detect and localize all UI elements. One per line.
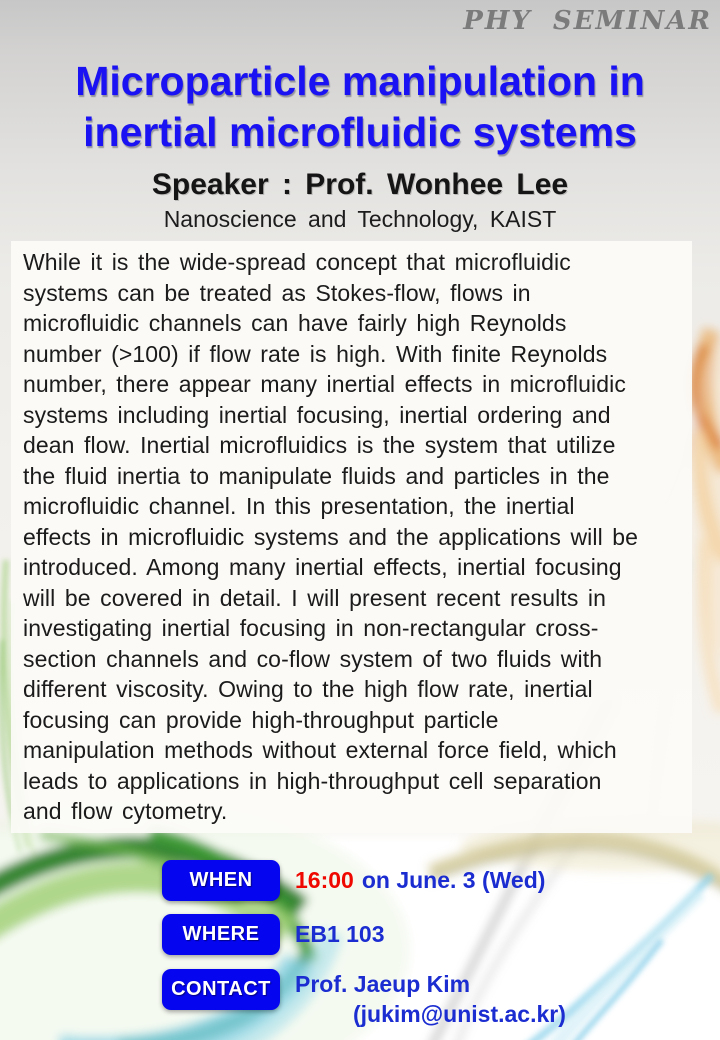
- abstract-line: microfluidic channels can have fairly high Reynolds: [23, 310, 567, 336]
- contact-email: (jukim@unist.ac.kr): [353, 1001, 566, 1027]
- abstract-line: number (>100) if flow rate is high. With finite Reynolds: [23, 340, 608, 367]
- speaker-line: Speaker : Prof. Wonhee Lee: [151, 168, 569, 201]
- title-line-1: Microparticle manipulation in: [75, 58, 645, 104]
- contact-value: [295, 969, 566, 1029]
- contact-row: [162, 969, 566, 1029]
- when-date: on June. 3 (Wed): [361, 867, 546, 893]
- contact-button: CONTACT: [162, 969, 280, 1010]
- where-value: EB1 103: [295, 921, 385, 947]
- abstract-line: While it is the wide-spread concept that microfluidic: [23, 249, 571, 275]
- abstract-line: leads to applications in high-throughput cell separation: [23, 767, 602, 794]
- page-title: [0, 56, 720, 158]
- contact-name: Prof. Jaeup Kim: [295, 971, 471, 997]
- abstract-line: effects in microfluidic systems and the applications will be: [23, 523, 639, 550]
- abstract-box: [11, 241, 692, 833]
- series-label: PHY SEMINAR: [463, 6, 712, 36]
- when-value: [295, 867, 545, 894]
- abstract-line: microfluidic channel. In this presentation, the inertial: [23, 493, 575, 519]
- abstract-line: section channels and co-flow system of two fluids with: [23, 645, 603, 672]
- speaker-affiliation: Nanoscience and Technology, KAIST: [163, 206, 557, 232]
- abstract-line: systems can be treated as Stokes-flow, flows in: [23, 279, 531, 306]
- when-time: 16:00: [295, 867, 354, 893]
- abstract-line: dean flow. Inertial microfluidics is the system that utilize: [23, 432, 616, 458]
- abstract-line: different viscosity. Owing to the high flow rate, inertial: [23, 676, 593, 702]
- title-line-2: inertial microfluidic systems: [83, 109, 637, 155]
- abstract-text: [23, 247, 684, 827]
- abstract-line: investigating inertial focusing in non-rectangular cross-: [23, 615, 599, 641]
- abstract-line: and flow cytometry.: [23, 798, 228, 824]
- abstract-line: number, there appear many inertial effects in microfluidic: [23, 371, 626, 397]
- abstract-line: the fluid inertia to manipulate fluids and particles in the: [23, 462, 610, 489]
- abstract-line: focusing can provide high-throughput particle: [23, 706, 499, 733]
- when-button: WHEN: [162, 860, 280, 901]
- where-button: WHERE: [162, 914, 280, 955]
- abstract-line: introduced. Among many inertial effects, inertial focusing: [23, 554, 622, 580]
- where-row: [162, 914, 385, 955]
- abstract-line: will be covered in detail. I will present recent results in: [23, 584, 607, 611]
- when-row: [162, 860, 545, 901]
- abstract-line: systems including inertial focusing, inertial ordering and: [23, 401, 611, 428]
- abstract-line: manipulation methods without external force field, which: [23, 737, 617, 763]
